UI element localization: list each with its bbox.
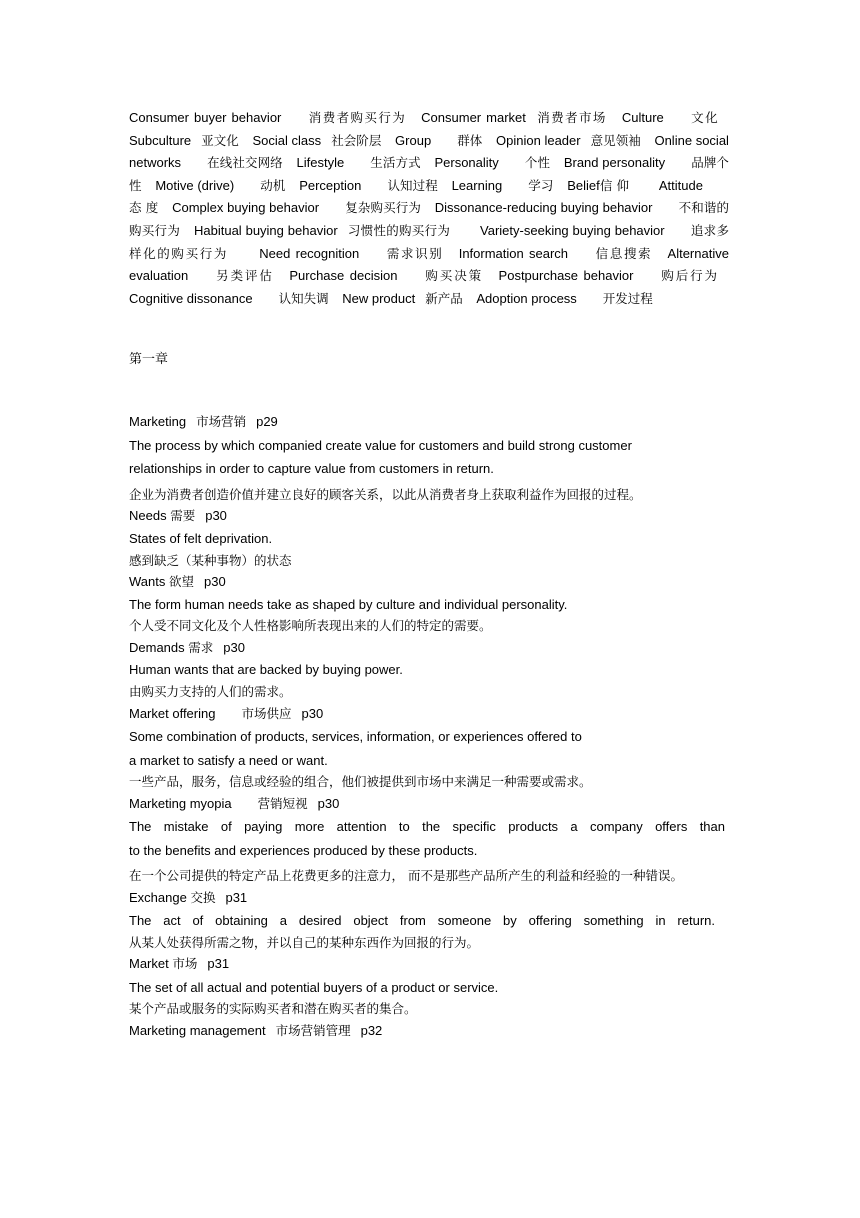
entry-page: p31 <box>207 956 230 972</box>
glossary-term: Personality <box>434 155 499 171</box>
glossary-term: Need recognition <box>259 245 360 261</box>
entry-term-zh: 市场营销 <box>196 414 247 430</box>
glossary-term: Alternative evaluation <box>129 245 729 284</box>
definition-entry <box>129 637 729 703</box>
definition-entry <box>129 703 729 793</box>
glossary-term: Lifestyle <box>296 155 345 171</box>
entry-definition-en: The form human needs take as shaped by culture and individual personality. <box>129 596 568 612</box>
glossary-term: Adoption process <box>476 290 577 306</box>
definition-entry <box>129 953 729 1020</box>
entry-term: Demands <box>129 639 185 655</box>
entry-heading <box>129 411 729 434</box>
glossary-term: Consumer buyer behavior <box>129 110 282 125</box>
glossary-term: Motive (drive) <box>155 177 235 193</box>
glossary-term-zh: 社会阶层 <box>331 132 382 148</box>
definition-entry <box>129 1020 729 1043</box>
entry-term: Marketing myopia <box>129 795 232 811</box>
glossary-paragraph <box>129 107 729 310</box>
entry-term: Marketing management <box>129 1022 266 1038</box>
glossary-term-zh: 不和谐的购买行为 <box>129 200 729 238</box>
glossary-term-zh: 信 仰 <box>599 177 630 193</box>
entry-term: Marketing <box>129 414 187 430</box>
glossary-term-zh: 另类评估 <box>214 268 274 284</box>
entry-term-zh: 交换 <box>190 889 216 905</box>
glossary-term-zh: 品牌个性 <box>129 155 729 193</box>
entry-term: Market offering <box>129 705 216 721</box>
glossary-term-zh: 开发过程 <box>602 290 653 306</box>
entry-heading <box>129 1020 729 1043</box>
entry-heading <box>129 703 729 726</box>
definition-entry <box>129 505 729 571</box>
entry-term: Needs <box>129 508 167 524</box>
chapter-title: 第一章 <box>129 352 169 368</box>
entry-definition-en: relationships in order to capture value from customers in return. <box>129 461 494 477</box>
entry-definition-en: The act of obtaining a desired object from someone by offering something in return. <box>129 913 715 929</box>
entry-definition-en: States of felt deprivation. <box>129 531 273 547</box>
entry-definition-en: Human wants that are backed by buying power. <box>129 662 403 678</box>
definition-entry <box>129 793 729 887</box>
entry-definition-zh: 某个产品或服务的实际购买者和潜在购买者的集合。 <box>129 1001 417 1017</box>
glossary-term-zh: 消费者市场 <box>535 110 607 125</box>
glossary-term: Group <box>395 132 432 148</box>
glossary-term: Social class <box>252 132 322 148</box>
entry-definition-zh: 一些产品，服务，信息或经验的组合，他们被提供到市场中来满足一种需要或需求。 <box>129 774 592 790</box>
entry-page: p30 <box>301 705 324 721</box>
entry-page: p32 <box>360 1022 383 1038</box>
glossary-term: Variety-seeking buying behavior <box>480 222 665 238</box>
glossary-term: Learning <box>451 177 503 193</box>
definition-list <box>129 411 729 1042</box>
entry-definition-en: The mistake of paying more attention to the specific products a company offers than <box>129 819 725 835</box>
entry-page: p30 <box>205 508 227 524</box>
page-content <box>129 107 729 1042</box>
glossary-term-zh: 需求识别 <box>385 245 444 261</box>
glossary-term-zh: 个性 <box>524 155 551 171</box>
glossary-term: Online social networks <box>129 132 729 171</box>
glossary-term: Purchase decision <box>289 268 398 284</box>
definition-entry <box>129 571 729 637</box>
entry-definition-en: to the benefits and experiences produced by these products. <box>129 842 478 858</box>
glossary-term-zh: 认知失调 <box>278 290 329 306</box>
entry-definition-zh: 企业为消费者创造价值并建立良好的顾客关系，以此从消费者身上获取利益作为回报的过程。 <box>129 486 642 502</box>
entry-definition-en: a market to satisfy a need or want. <box>129 752 328 768</box>
entry-definition-zh: 个人受不同文化及个人性格影响所表现出来的人们的特定的需要。 <box>129 618 492 634</box>
glossary-term: Complex buying behavior <box>172 200 320 216</box>
entry-definition-zh: 由购买力支持的人们的需求。 <box>129 684 292 699</box>
entry-definition-zh: 感到缺乏（某种事物）的状态 <box>129 552 292 568</box>
entry-definition-en: The set of all actual and potential buyers of a product or service. <box>129 979 499 995</box>
entry-term-zh: 欲望 <box>168 574 194 590</box>
glossary-term-zh: 态 度 <box>129 200 159 216</box>
glossary-term-zh: 生活方式 <box>370 155 421 171</box>
entry-heading <box>129 505 729 528</box>
glossary-term-zh: 消费者购买行为 <box>307 110 407 125</box>
glossary-term: Subculture <box>129 132 192 148</box>
glossary-term: Culture <box>621 110 664 125</box>
glossary-term-zh: 亚文化 <box>201 132 239 148</box>
entry-term-zh: 需要 <box>170 508 196 524</box>
glossary-term: Belief <box>567 177 600 193</box>
entry-definition-en: Some combination of products, services, information, or experiences offered to <box>129 729 582 745</box>
glossary-term: Perception <box>299 177 362 193</box>
entry-heading <box>129 953 729 976</box>
entry-heading <box>129 637 729 660</box>
glossary-term: Information search <box>458 245 569 261</box>
glossary-term-zh: 新产品 <box>425 290 463 306</box>
entry-page: p30 <box>223 639 245 655</box>
glossary-term: Habitual buying behavior <box>194 222 338 238</box>
entry-term: Wants <box>129 574 166 590</box>
glossary-term: Attitude <box>658 177 703 193</box>
entry-term-zh: 营销短视 <box>257 795 308 811</box>
definition-entry <box>129 411 729 505</box>
glossary-term-zh: 动机 <box>260 177 286 193</box>
glossary-term-zh: 购后行为 <box>659 268 719 284</box>
glossary-term-zh: 在线社交网络 <box>207 155 283 171</box>
glossary-term-zh: 意见领袖 <box>590 132 641 148</box>
glossary-term: Consumer market <box>421 110 526 125</box>
glossary-term: Postpurchase behavior <box>498 268 634 284</box>
glossary-term-zh: 购买决策 <box>423 268 484 284</box>
entry-term-zh: 市场营销管理 <box>275 1022 351 1038</box>
glossary-term: New product <box>342 290 416 306</box>
glossary-term-zh: 群体 <box>457 132 483 148</box>
entry-term: Market <box>129 956 169 972</box>
glossary-term: Cognitive dissonance <box>129 290 253 306</box>
glossary-term-zh: 信息搜索 <box>594 245 653 261</box>
entry-heading <box>129 887 729 910</box>
glossary-term-zh: 文化 <box>689 110 719 125</box>
glossary-term: Dissonance-reducing buying behavior <box>434 200 653 216</box>
entry-term: Exchange <box>129 889 187 905</box>
entry-term-zh: 市场 <box>172 956 198 972</box>
glossary-term: Brand personality <box>563 155 666 171</box>
glossary-term-zh: 认知过程 <box>387 177 438 193</box>
entry-definition-en: The process by which companied create value for customers and build strong customer <box>129 437 632 453</box>
glossary-term-zh: 复杂购买行为 <box>345 200 421 216</box>
entry-term-zh: 需求 <box>188 639 214 655</box>
entry-definition-zh: 在一个公司提供的特定产品上花费更多的注意力， 而不是那些产品所产生的利益和经验的一种错误。 <box>129 868 683 884</box>
glossary-term: Opinion leader <box>495 132 581 148</box>
entry-page: p31 <box>225 889 248 905</box>
entry-page: p30 <box>317 795 340 811</box>
glossary-term-zh: 追求多样化的购买行为 <box>129 222 729 261</box>
entry-page: p29 <box>256 414 278 430</box>
glossary-term-zh: 学习 <box>528 177 554 193</box>
entry-page: p30 <box>204 574 226 590</box>
entry-definition-zh: 从某人处获得所需之物，并以自己的某种东西作为回报的行为。 <box>129 934 480 950</box>
glossary-term-zh: 习惯性的购买行为 <box>347 222 451 238</box>
entry-heading <box>129 793 729 816</box>
entry-term-zh: 市场供应 <box>241 705 292 721</box>
entry-heading <box>129 571 729 594</box>
definition-entry <box>129 887 729 954</box>
